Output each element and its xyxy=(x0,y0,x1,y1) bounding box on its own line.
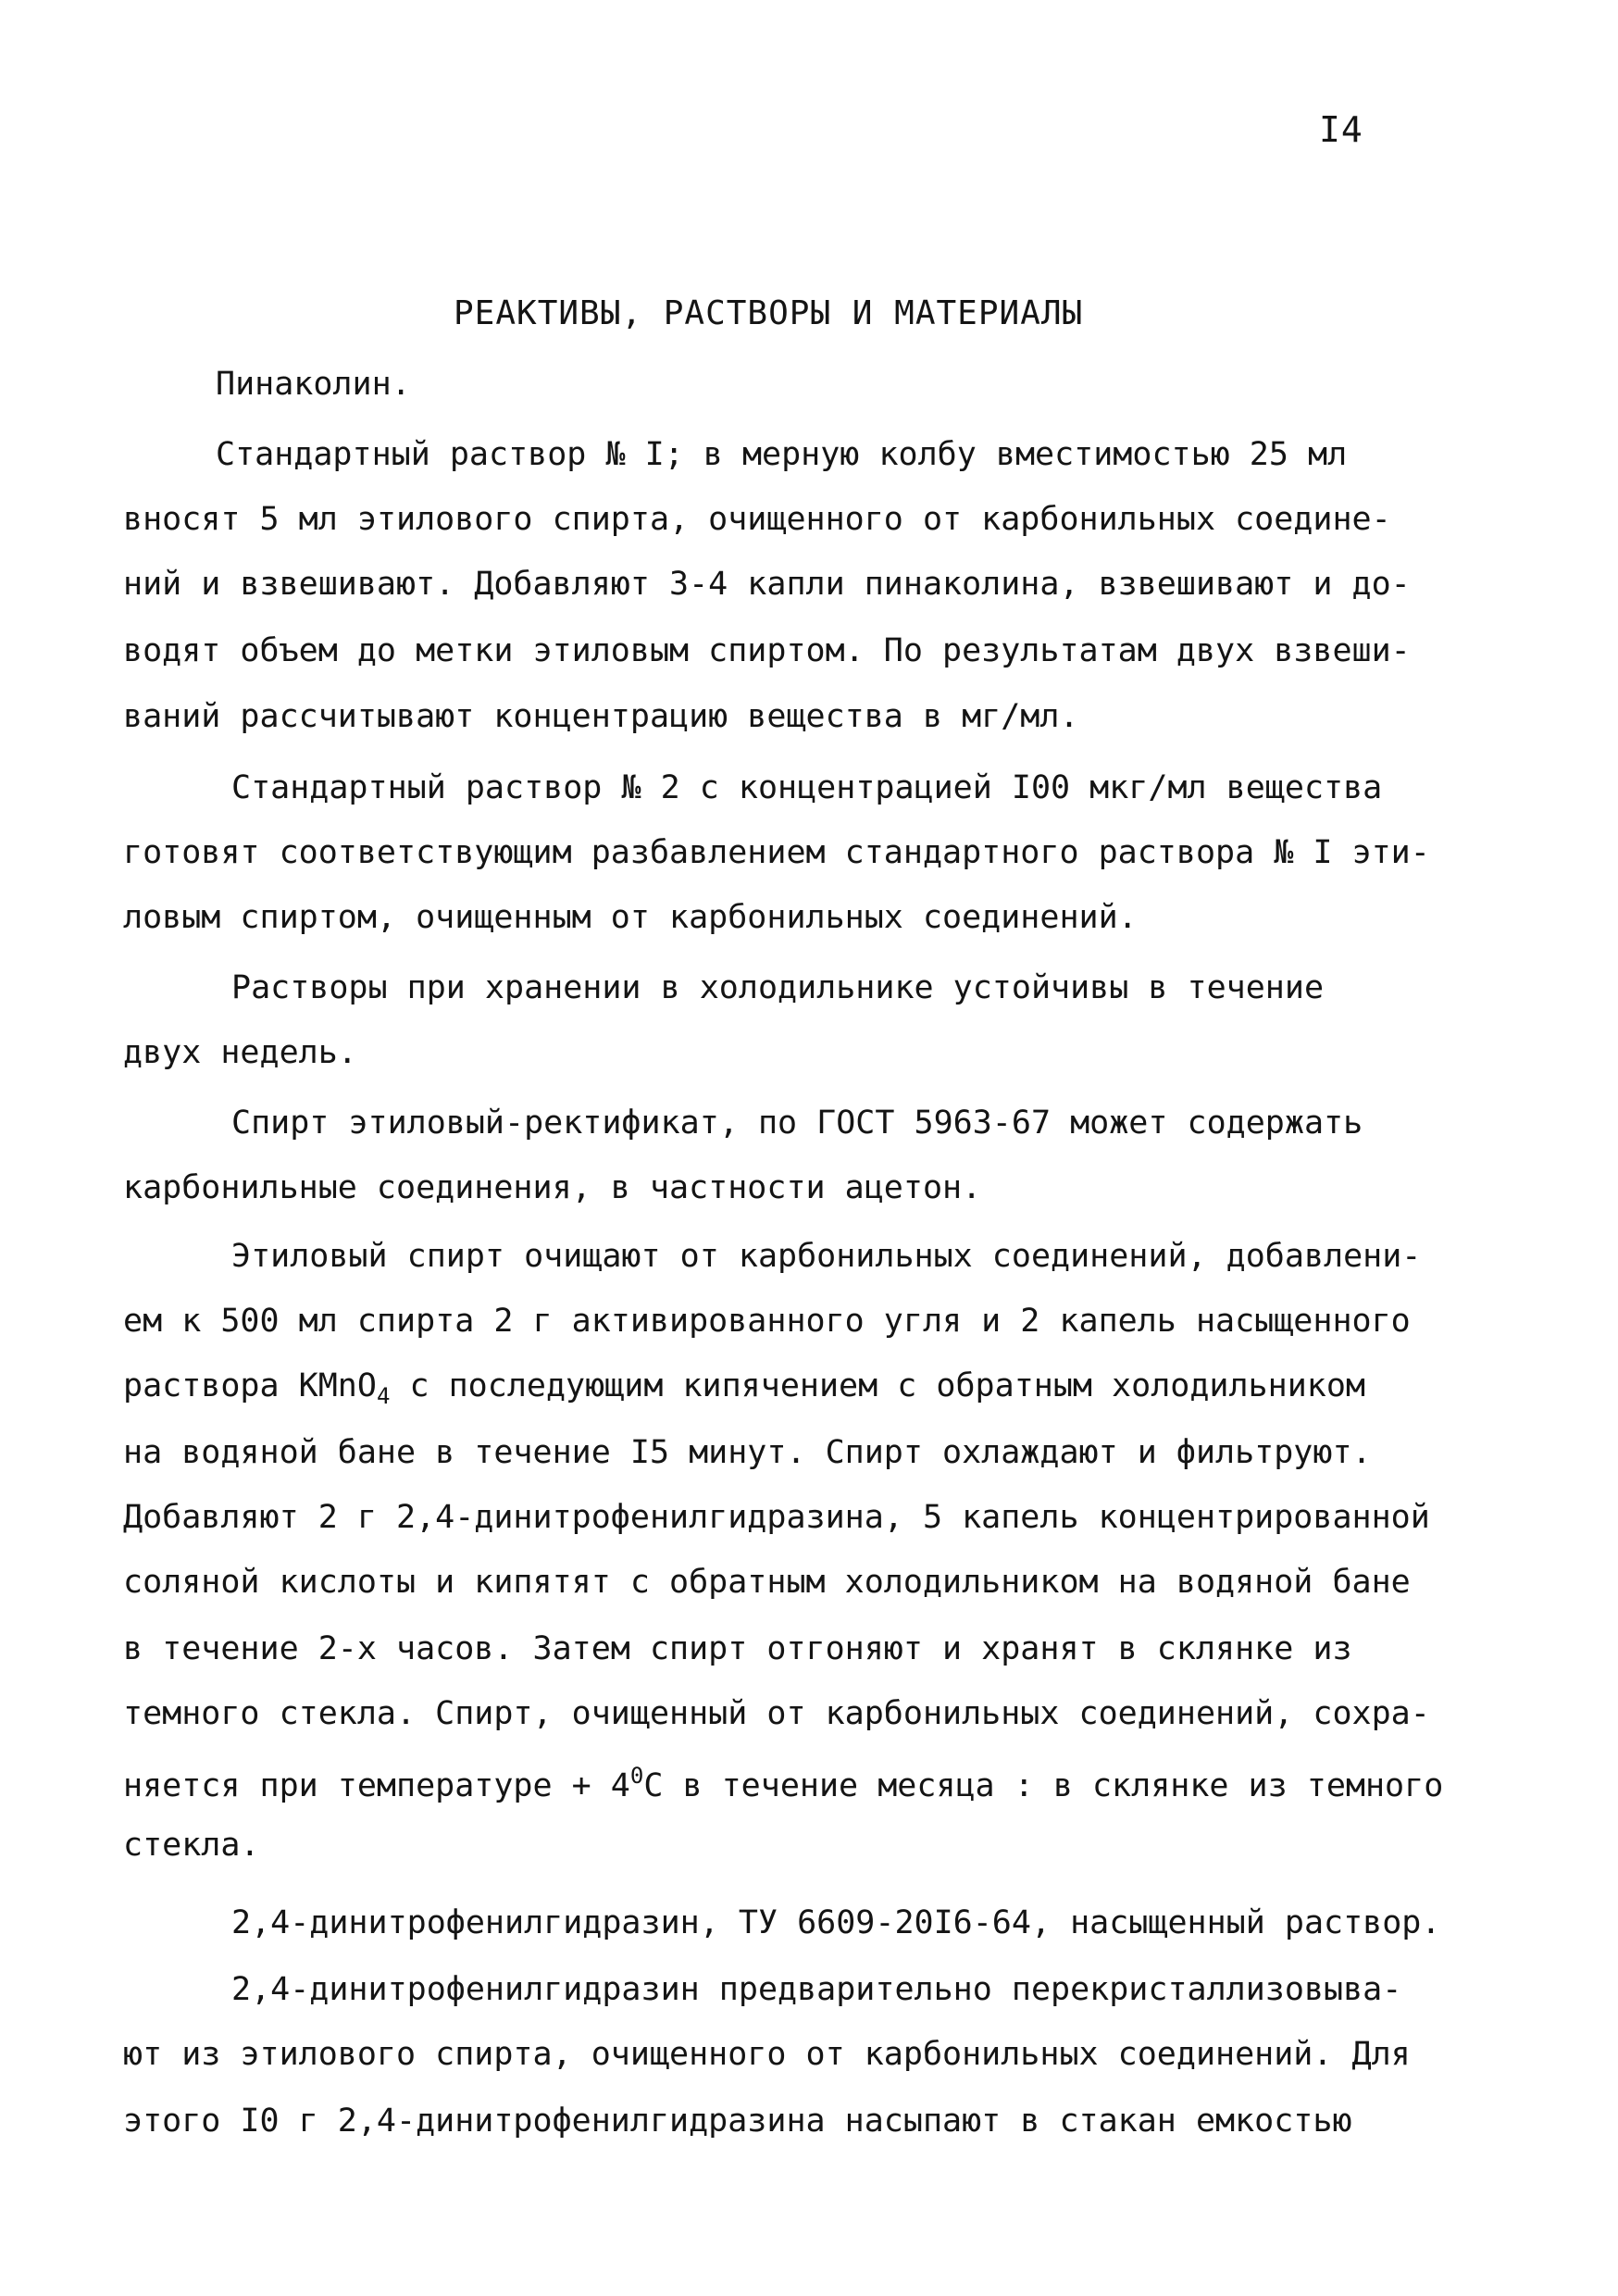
text-line: вносят 5 мл этилового спирта, очищенного от карбонильных соедине- xyxy=(123,501,1391,538)
text-line: Пинаколин. xyxy=(216,366,411,403)
text-line-temperature xyxy=(123,1765,1443,1803)
superscript: 0 xyxy=(629,1763,644,1789)
text-segment: няется при температуре + 4 xyxy=(123,1767,630,1804)
text-line-kmno4 xyxy=(123,1367,1365,1409)
text-line: ют из этилового спирта, очищенного от карбонильных соединений. Для xyxy=(123,2036,1411,2073)
text-line: карбонильные соединения, в частности ацетон. xyxy=(123,1169,982,1206)
text-line: Растворы при хранении в холодильнике устойчивы в течение xyxy=(231,969,1325,1006)
text-segment: C в течение месяца : в склянке из темного xyxy=(643,1767,1444,1804)
text-line: этого I0 г 2,4-динитрофенилгидразина насыпают в стакан емкостью xyxy=(123,2103,1352,2140)
text-line: готовят соответствующим разбавлением стандартного раствора № I эти- xyxy=(123,834,1430,871)
text-line: двух недель. xyxy=(123,1034,357,1071)
text-line: ловым спиртом, очищенным от карбонильных соединений. xyxy=(123,899,1138,936)
text-line: темного стекла. Спирт, очищенный от карбонильных соединений, сохра- xyxy=(123,1695,1430,1732)
text-line: стекла. xyxy=(123,1827,260,1864)
text-line: Добавляют 2 г 2,4-динитрофенилгидразина, 5 капель концентрированной xyxy=(123,1499,1430,1536)
text-line: Спирт этиловый-ректификат, по ГОСТ 5963-67 может содержать xyxy=(231,1104,1363,1142)
text-line: Этиловый спирт очищают от карбонильных соединений, добавлени- xyxy=(231,1238,1422,1275)
text-line: ваний рассчитывают концентрацию вещества в мг/мл. xyxy=(123,698,1079,735)
text-line: водят объем до метки этиловым спиртом. По результатам двух взвеши- xyxy=(123,632,1411,669)
text-line: 2,4-динитрофенилгидразин предварительно перекристаллизовыва- xyxy=(231,1971,1402,2008)
section-heading: РЕАКТИВЫ, РАСТВОРЫ И МАТЕРИАЛЫ xyxy=(454,294,1084,332)
text-line: Стандартный раствор № I; в мерную колбу вместимостью 25 мл xyxy=(216,436,1348,473)
text-segment: раствора KMnO xyxy=(123,1367,377,1404)
text-line: ний и взвешивают. Добавляют 3-4 капли пинаколина, взвешивают и до- xyxy=(123,566,1411,603)
text-segment: с последующим кипячением с обратным холодильником xyxy=(390,1367,1365,1404)
text-line: на водяной бане в течение I5 минут. Спирт охлаждают и фильтруют. xyxy=(123,1434,1372,1471)
text-line: Стандартный раствор № 2 с концентрацией I00 мкг/мл вещества xyxy=(231,769,1383,806)
text-line: ем к 500 мл спирта 2 г активированного угля и 2 капель насыщенного xyxy=(123,1303,1411,1340)
text-line: в течение 2-х часов. Затем спирт отгоняют и хранят в склянке из xyxy=(123,1630,1352,1667)
text-line: 2,4-динитрофенилгидразин, ТУ 6609-20I6-64, насыщенный раствор. xyxy=(231,1904,1441,1941)
page-number: I4 xyxy=(1319,109,1363,150)
subscript: 4 xyxy=(376,1383,391,1409)
text-line: соляной кислоты и кипятят с обратным холодильником на водяной бане xyxy=(123,1564,1411,1601)
